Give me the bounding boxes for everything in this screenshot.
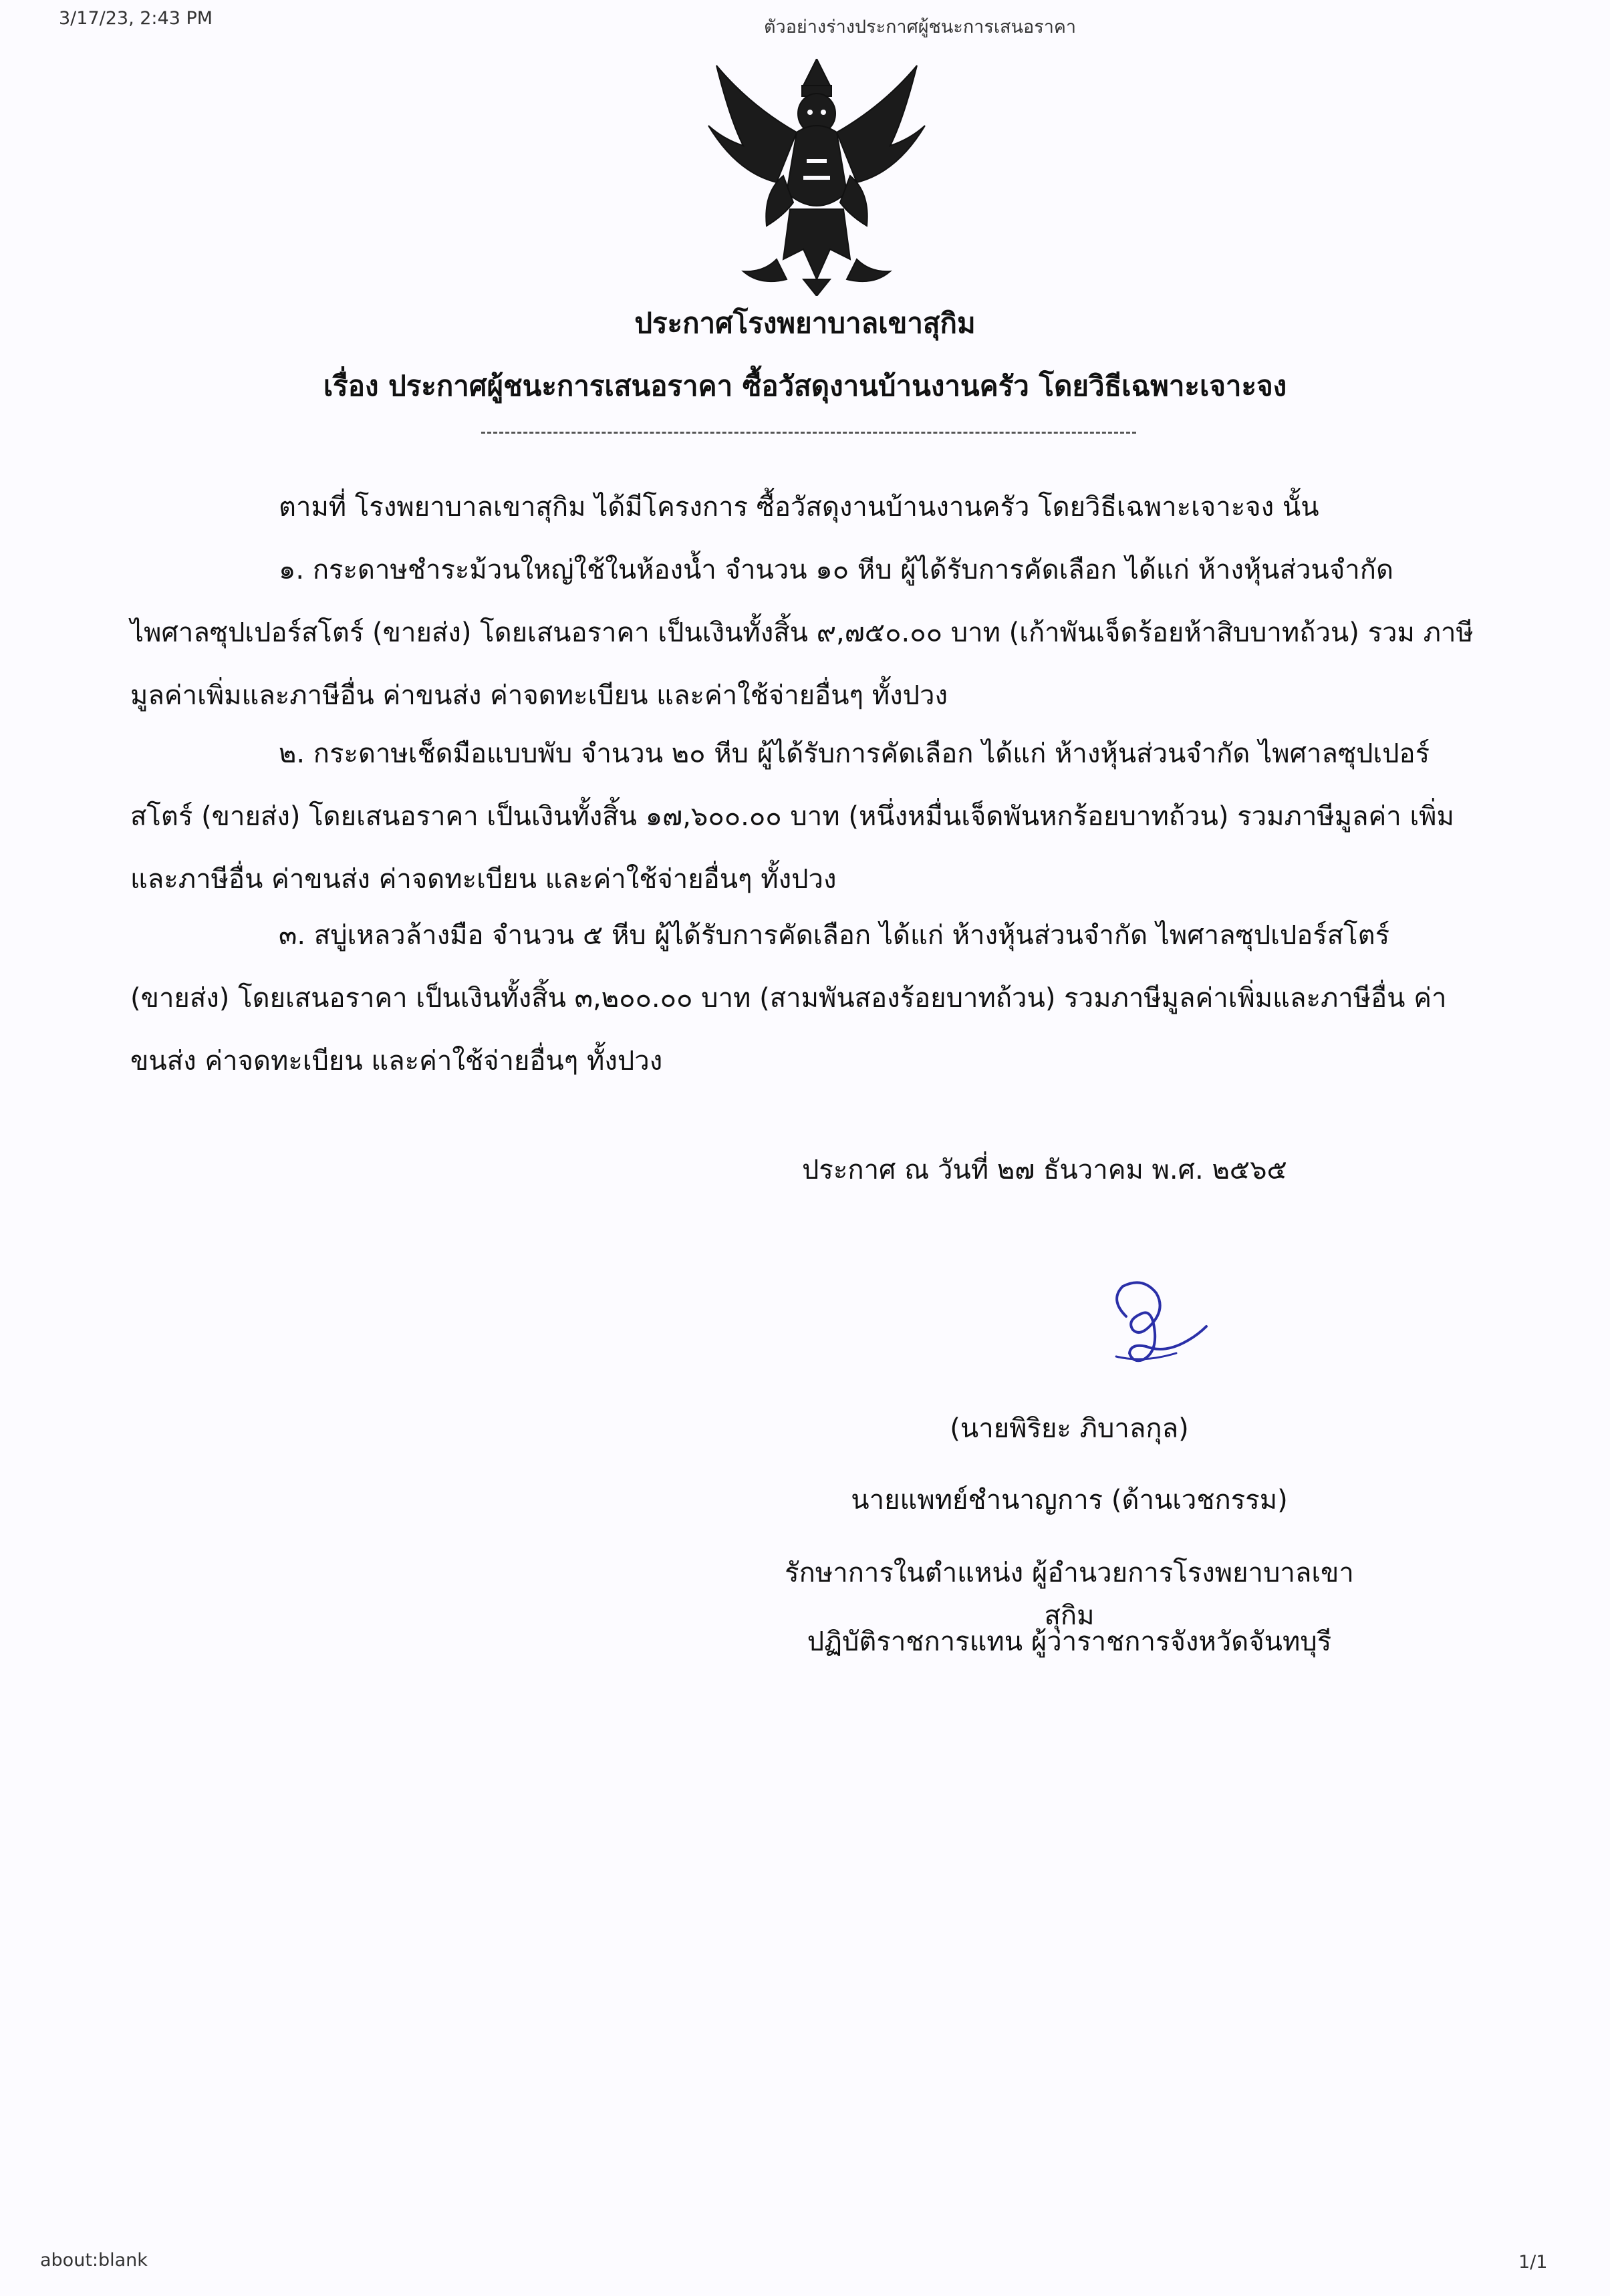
item-2-first-line: ๒. กระดาษเช็ดมือแบบพับ จำนวน ๒๐ หีบ ผู้ได้รับการคัดเลือก ได้แก่ ห้างหุ้นส่วนจำกัด ไพศาลซุปเปอร์	[279, 738, 1430, 769]
separator-line	[481, 432, 1136, 434]
announcement-title: ประกาศโรงพยาบาลเขาสุกิม	[634, 307, 976, 339]
garuda-emblem-icon	[703, 59, 930, 296]
announcement-date: ประกาศ ณ วันที่ ๒๗ ธันวาคม พ.ศ. ๒๕๖๕	[802, 1155, 1287, 1185]
signer-acting-position: รักษาการในตำแหน่ง ผู้อำนวยการโรงพยาบาลเขาสุกิม	[785, 1558, 1354, 1631]
item-3-continuation: (ขายส่ง) โดยเสนอราคา เป็นเงินทั้งสิ้น ๓,๒๐๐.๐๐ บาท (สามพันสองร้อยบาทถ้วน) รวมภาษีมูลค่าเพิ่มและภาษีอื่น ค่าขนส่ง ค่าจดทะเบียน และค่าใช้จ่ายอื่นๆ ทั้งปวง	[130, 983, 1447, 1077]
announcement-subject: เรื่อง ประกาศผู้ชนะการเสนอราคา ซื้อวัสดุงานบ้านงานครัว โดยวิธีเฉพาะเจาะจง	[323, 370, 1287, 402]
print-page-number: 1/1	[1518, 2252, 1548, 2273]
intro-paragraph	[130, 476, 1474, 539]
signature-icon	[1076, 1280, 1210, 1373]
print-timestamp: 3/17/23, 2:43 PM	[59, 8, 213, 29]
intro-text: ตามที่ โรงพยาบาลเขาสุกิม ได้มีโครงการ ซื้อวัสดุงานบ้านงานครัว โดยวิธีเฉพาะเจาะจง นั้น	[279, 492, 1319, 523]
print-footer-url: about:blank	[40, 2250, 148, 2271]
signer-name: (นายพิริยะ ภิบาลกุล)	[950, 1413, 1189, 1444]
item-1-continuation: ไพศาลซุปเปอร์สโตร์ (ขายส่ง) โดยเสนอราคา เป็นเงินทั้งสิ้น ๙,๗๕๐.๐๐ บาท (เก้าพันเจ็ดร้อยห้าสิบบาทถ้วน) รวม ภาษีมูลค่าเพิ่มและภาษีอื่น ค่าขนส่ง ค่าจดทะเบียน และค่าใช้จ่ายอื่นๆ ทั้งปวง	[130, 617, 1474, 711]
item-2-paragraph	[130, 722, 1474, 911]
signer-on-behalf: ปฏิบัติราชการแทน ผู้ว่าราชการจังหวัดจันทบุรี	[807, 1626, 1332, 1657]
print-page-title: ตัวอย่างร่างประกาศผู้ชนะการเสนอราคา	[764, 17, 1077, 37]
item-3-paragraph	[130, 904, 1474, 1093]
item-1-paragraph	[130, 539, 1474, 727]
signer-position: นายแพทย์ชำนาญการ (ด้านเวชกรรม)	[851, 1485, 1288, 1516]
item-3-first-line: ๓. สบู่เหลวล้างมือ จำนวน ๕ หีบ ผู้ได้รับการคัดเลือก ได้แก่ ห้างหุ้นส่วนจำกัด ไพศาลซุปเปอร์สโตร์	[279, 920, 1390, 951]
item-2-continuation: สโตร์ (ขายส่ง) โดยเสนอราคา เป็นเงินทั้งสิ้น ๑๗,๖๐๐.๐๐ บาท (หนึ่งหมื่นเจ็ดพันหกร้อยบาทถ้วน) รวมภาษีมูลค่า เพิ่มและภาษีอื่น ค่าขนส่ง ค่าจดทะเบียน และค่าใช้จ่ายอื่นๆ ทั้งปวง	[130, 801, 1454, 895]
item-1-first-line: ๑. กระดาษชำระม้วนใหญ่ใช้ในห้องน้ำ จำนวน ๑๐ หีบ ผู้ได้รับการคัดเลือก ได้แก่ ห้างหุ้นส่วนจำกัด	[279, 555, 1393, 585]
